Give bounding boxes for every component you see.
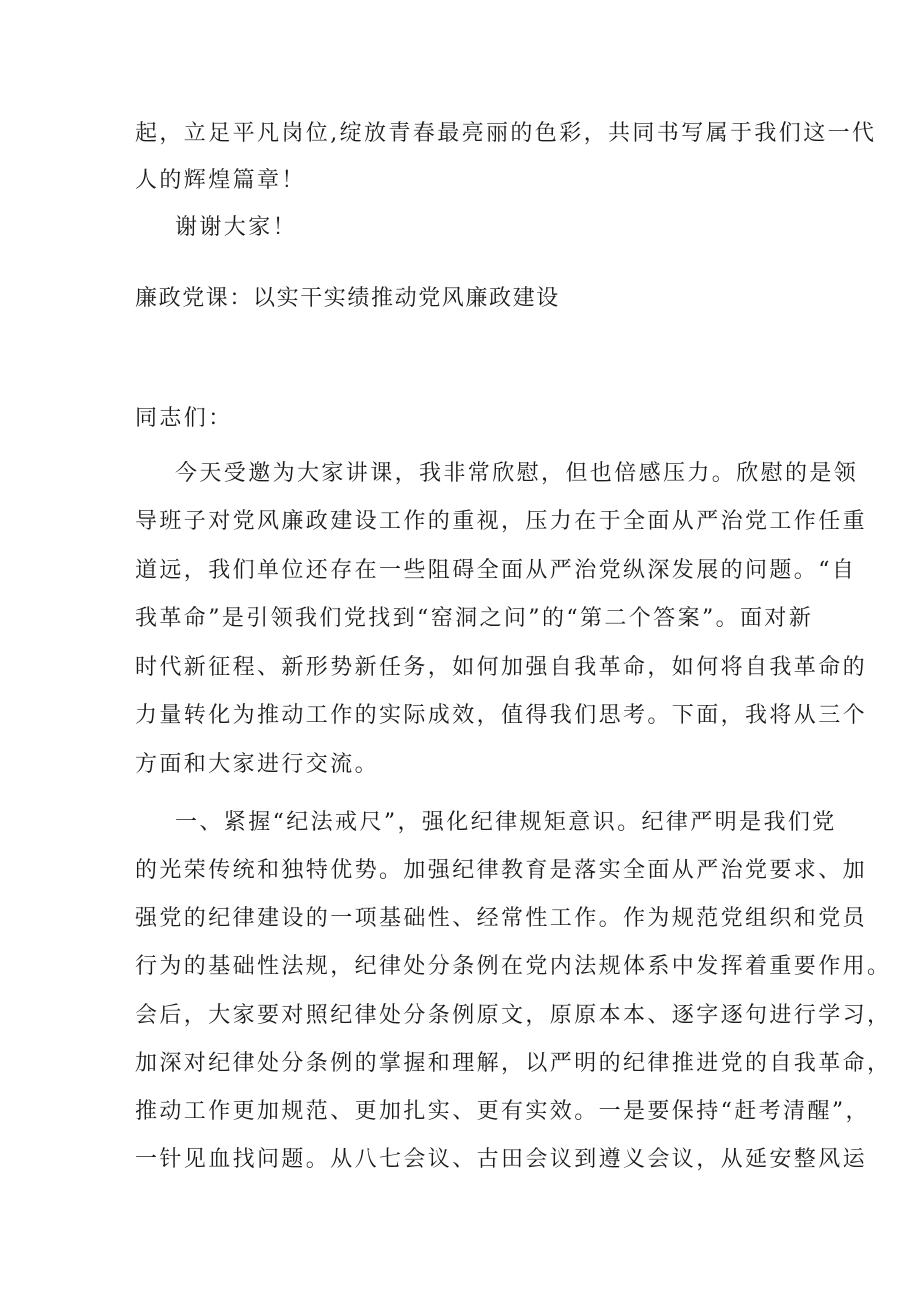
paragraph-1-line-2: 导班子对党风廉政建设工作的重视，压力在于全面从严治党工作任重 <box>135 509 868 534</box>
top-paragraph-line-2: 人的辉煌篇章！ <box>135 168 306 193</box>
section-title: 廉政党课：以实干实绩推动党风廉政建设 <box>135 286 560 311</box>
paragraph-2-line-3: 强党的纪律建设的一项基础性、经常性工作。作为规范党组织和党员 <box>135 906 868 931</box>
paragraph-2-line-8: 一针见血找问题。从八七会议、古田会议到遵义会议，从延安整风运 <box>135 1147 868 1172</box>
paragraph-1-line-3: 道远，我们单位还存在一些阻碍全面从严治党纵深发展的问题。“自 <box>135 558 857 583</box>
paragraph-2-line-1: 一、紧握“纪法戒尺”，强化纪律规矩意识。纪律严明是我们党 <box>175 810 837 835</box>
thanks-line: 谢谢大家！ <box>175 215 298 240</box>
paragraph-1-line-7: 方面和大家进行交流。 <box>135 752 380 777</box>
paragraph-1-line-1: 今天受邀为大家讲课，我非常欣慰，但也倍感压力。欣慰的是领 <box>175 461 859 486</box>
paragraph-1-line-4: 我革命”是引领我们党找到“窑洞之问”的“第二个答案”。面对新 <box>135 606 814 631</box>
top-paragraph-line-1: 起，立足平凡岗位,绽放青春最亮丽的色彩，共同书写属于我们这一代 <box>135 121 877 146</box>
paragraph-2-line-6: 加深对纪律处分条例的掌握和理解，以严明的纪律推进党的自我革命， <box>135 1051 892 1076</box>
paragraph-2-line-7: 推动工作更加规范、更加扎实、更有实效。一是要保持“赶考清醒”， <box>135 1099 870 1124</box>
paragraph-2-line-2: 的光荣传统和独特优势。加强纪律教育是落实全面从严治党要求、加 <box>135 858 868 883</box>
salutation: 同志们： <box>135 406 233 431</box>
paragraph-2-line-4: 行为的基础性法规，纪律处分条例在党内法规体系中发挥着重要作用。 <box>135 954 892 979</box>
paragraph-1-line-5: 时代新征程、新形势新任务，如何加强自我革命，如何将自我革命的 <box>135 655 868 680</box>
paragraph-1-line-6: 力量转化为推动工作的实际成效，值得我们思考。下面，我将从三个 <box>135 703 868 728</box>
paragraph-2-line-5: 会后，大家要对照纪律处分条例原文，原原本本、逐字逐句进行学习， <box>135 1003 892 1028</box>
